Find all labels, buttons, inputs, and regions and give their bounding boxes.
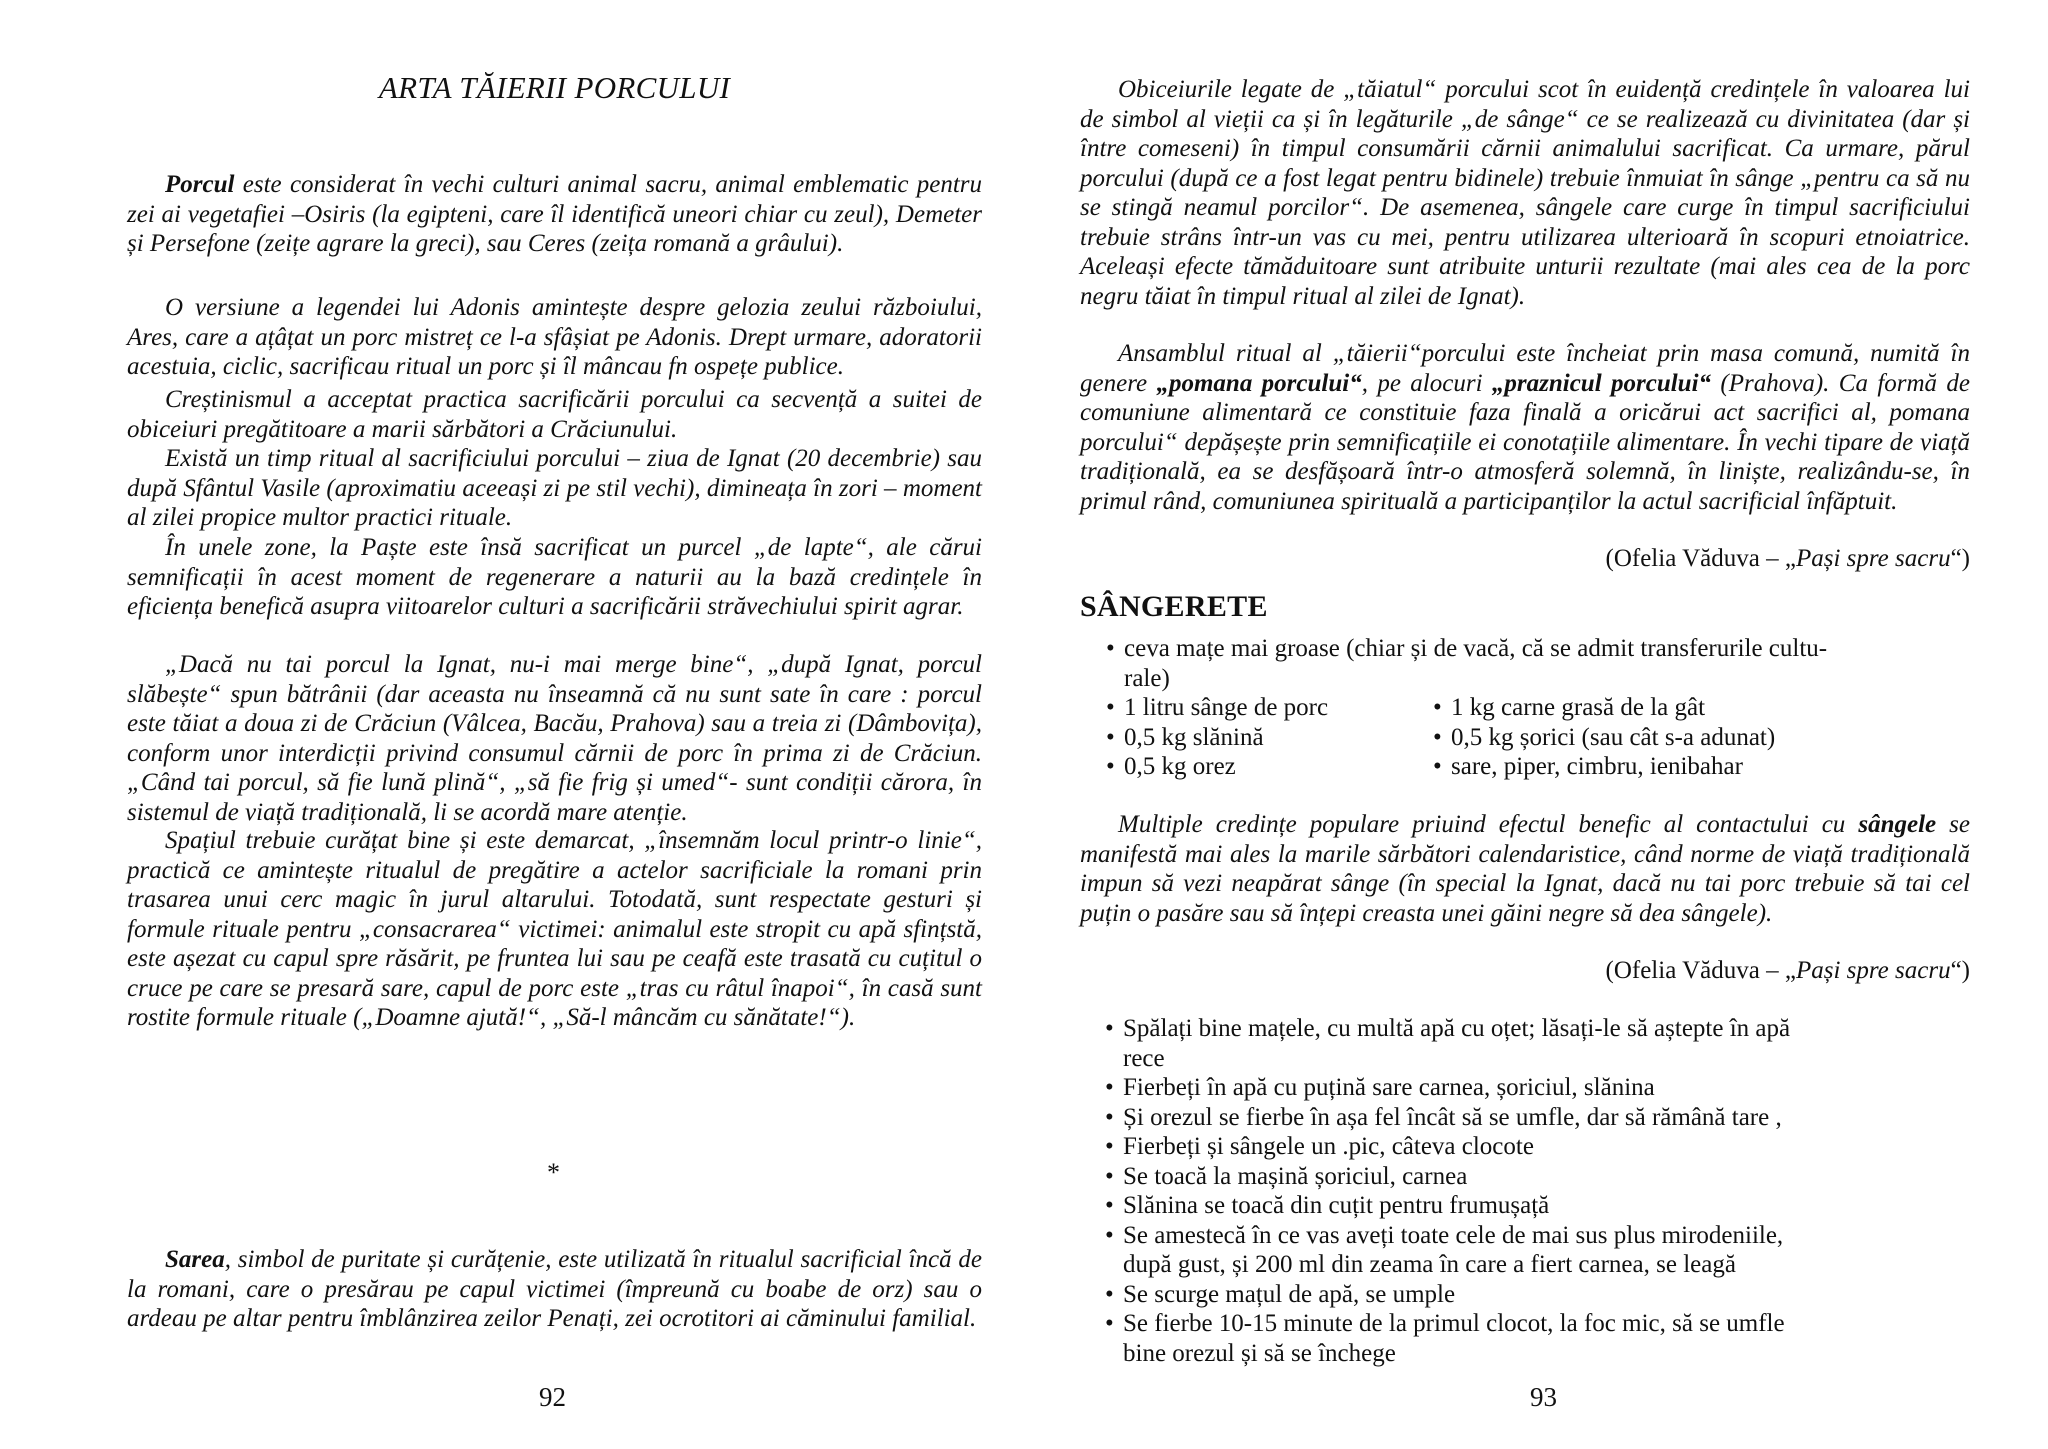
page-number-right: 93: [1530, 1382, 1557, 1412]
bold-term-porcul: Porcul: [165, 171, 235, 198]
step-item: • Se toacă la mașină șoriciul, carnea: [1105, 1162, 1905, 1192]
ingredient-item: • 0,5 kg orez: [1106, 752, 1426, 782]
ingredient-list-wide: [1106, 634, 1966, 693]
paragraph-adonis: O versiune a legendei lui Adonis amintește despre gelozia zeului războiului, Ares, care a ațâțat un porc mistreț ce l-a sfâșiat pe Adonis. Drept urmare, adoratorii acestuia, ciclic, sacrificau ritual un porc și îl mâncau fn ospețe publice.: [127, 294, 982, 380]
preparation-steps: [1105, 1014, 1905, 1368]
citation-source: (Ofelia Văduva – „Pași spre sacru“): [1605, 957, 1970, 984]
bold-term-pomana: „pomana porcului“: [1156, 369, 1362, 397]
paragraph-ansamblul: Ansamblul ritual al „tăierii“porcului este încheiat prin masa comună, numită în genere „pomana porcului“, pe alocuri „praznicul porcului“ (Prahova). Ca formă de comuniune alimentară ce constituie faza finală a oricărui act sacrifici al, pomana porcului“ depășește prin semnificațiile ei conotațiile alimentare. În vechi tipare de viață tradițională, ea se desfășoară într-o atmosferă solemnă, în liniște, realizându-se, în primul rând, comuniunea spirituală a participanților la actul sacrificial înfăptuit.: [1080, 340, 1971, 515]
ingredient-list-column-1: [1106, 693, 1426, 782]
page-number-left: 92: [539, 1382, 566, 1412]
citation-source: (Ofelia Văduva – „Pași spre sacru“): [1605, 545, 1970, 572]
paragraph-timp-ritual: Există un timp ritual al sacrificiului porcului – ziua de Ignat (20 decembrie) sau după Sfântul Vasile (aproximatiu aceeași zi pe stil vechi), dimineața în zori – moment al zilei propice multor practici rituale.: [127, 445, 982, 531]
step-item: • Se scurge mațul de apă, se umple: [1105, 1280, 1905, 1310]
step-item: • Spălați bine mațele, cu multă apă cu oțet; lăsați-le să aștepte în apă rece: [1105, 1014, 1905, 1073]
ingredient-list-column-2: [1433, 693, 1963, 782]
paragraph-crestinism: Creștinismul a acceptat practica sacrificării porcului ca secvență a suitei de obiceiuri pregătitoare a marii sărbători a Crăciunului.: [127, 386, 982, 443]
paragraph-porcul: Porcul este considerat în vechi culturi animal sacru, animal emblematic pentru zei ai vegetafiei –Osiris (la egipteni, care îl identifică uneori chiar cu zeul), Demeter și Persefone (zeițe agrare la greci), sau Ceres (zeița romană a grâului).: [127, 171, 982, 257]
step-item: • Fierbeți și sângele un .pic, câteva clocote: [1105, 1132, 1905, 1162]
page-title: ARTA TĂIERII PORCULUI: [378, 70, 731, 105]
step-item: • Se fierbe 10-15 minute de la primul clocot, la foc mic, să se umfle bine orezul și să se închege: [1105, 1309, 1905, 1368]
paragraph-obiceiuri: Obiceiurile legate de „tăiatul“ porcului scot în euidență credințele în valoarea lui de simbol al vieții ca și în legăturile „de sânge“ ce se realizează cu divinitatea (dar și între comeseni) în timpul consumării cărnii animalului sacrificat. Ca urmare, părul porcului (după ce a fost legat pentru bidinele) trebuie înmuiat în sânge „pentru ca să nu se stingă neamul porcilor“. De asemenea, sângele care curge în timpul sacrificiului trebuie strâns într-un vas cu mei, pentru utilizarea ulterioară în scopuri etnoiatrice. Aceleași efecte tămăduitoare sunt atribuite unturii rezultate (mai ales cea de la porc negru tăiat în timpul ritual al zilei de Ignat).: [1080, 76, 1970, 310]
paragraph-credinte: Multiple credințe populare priuind efectul benefic al contactului cu sângele se manifestă mai ales la marile sărbători calendaristice, când norme de viață tradițională impun să vezi neapărat sânge (în special la Ignat, dacă nu tai porc trebuie să tai cel puțin o pasăre sau să înțepi creasta unei găini negre să dea sângele).: [1080, 811, 1970, 927]
bold-term-praznicul: „praznicul porcului“: [1491, 369, 1712, 397]
step-item: • Fierbeți în apă cu puțină sare carnea, șoriciul, slănina: [1105, 1073, 1905, 1103]
bold-term-sangele: sângele: [1858, 811, 1937, 838]
paragraph-sarea: Sarea, simbol de puritate și curățenie, este utilizată în ritualul sacrificial încă de la romani, care o presărau pe capul victimei (împreună cu boabe de orz) sau o ardeau pe altar pentru îmblânzirea zeilor Penați, zei ocrotitori ai căminului familial.: [127, 1246, 982, 1332]
paragraph-ignat: „Dacă nu tai porcul la Ignat, nu-i mai merge bine“, „după Ignat, porcul slăbește“ spun bătrânii (dar aceasta nu înseamnă că nu sunt sate în care : porcul este tăiat a doua zi de Crăciun (Vâlcea, Bacău, Prahova) sau a treia zi (Dâmbovița), conform unor interdicții privind consumul cărnii de porc în prima zi de Crăciun. „Când tai porcul, să fie lună plină“, „să fie frig și umed“- sunt condiții cărora, în sistemul de viață tradițională, li se acordă mare atenție.: [127, 651, 982, 826]
bold-term-sarea: Sarea: [165, 1246, 225, 1273]
paragraph-paste: În unele zone, la Paște este însă sacrificat un purcel „de lapte“, ale cărui semnificații în acest moment de regenerare a naturii au la bază credințele în eficiența benefică asupra viitoarelor culturi a sacrificării străvechiului spirit agrar.: [127, 534, 982, 620]
ingredient-item: • ceva mațe mai groase (chiar și de vacă, că se admit transferurile cultu- rale): [1106, 634, 1966, 693]
ingredient-item: • 1 kg carne grasă de la gât: [1433, 693, 1963, 723]
ingredient-item: • 0,5 kg slănină: [1106, 723, 1426, 753]
ingredient-item: • 0,5 kg șorici (sau cât s-a adunat): [1433, 723, 1963, 753]
recipe-heading: SÂNGERETE: [1080, 590, 1268, 623]
paragraph-spatiul: Spațiul trebuie curățat bine și este demarcat, „însemnăm locul printr-o linie“, practică ce amintește ritualul de pregătire a actelor sacrificiale la romani prin trasarea unui cerc magic în jurul altarului. Totodată, sunt respectate gesturi și formule rituale pentru „consacrarea“ victimei: animalul este stropit cu apă sfințstă, este așezat cu capul spre răsărit, pe fruntea lui sau pe ceafă este trasată cu cuțitul o cruce pe care se presară sare, capul de porc este „tras cu râtul înapoi“, în casă sunt rostite formule rituale („Doamne ajută!“, „Să-l mâncăm cu sănătate!“).: [127, 827, 982, 1031]
step-item: • Slănina se toacă din cuțit pentru frumușață: [1105, 1191, 1905, 1221]
ingredient-item: • 1 litru sânge de porc: [1106, 693, 1426, 723]
step-item: • Și orezul se fierbe în așa fel încât să se umfle, dar să rămână tare ,: [1105, 1103, 1905, 1133]
section-separator: *: [547, 1158, 560, 1187]
ingredient-item: • sare, piper, cimbru, ienibahar: [1433, 752, 1963, 782]
step-item: • Se amestecă în ce vas aveți toate cele de mai sus plus mirodeniile, după gust, și 200 ml din zeama în care a fiert carnea, se leagă: [1105, 1221, 1905, 1280]
